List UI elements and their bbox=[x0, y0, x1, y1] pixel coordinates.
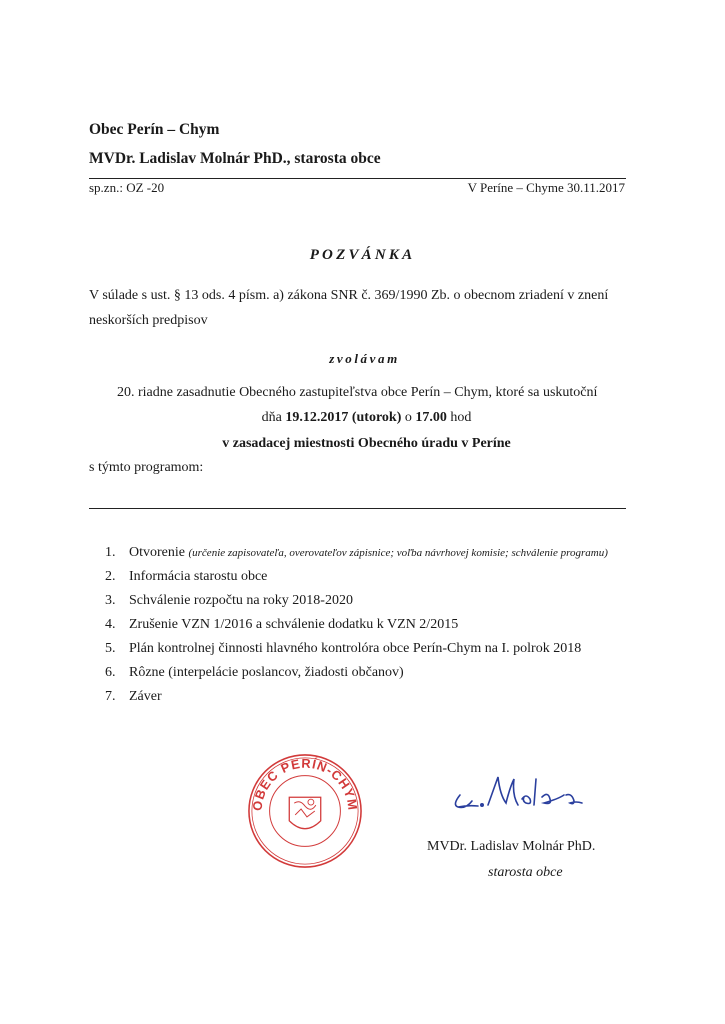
time-suffix: hod bbox=[446, 410, 472, 425]
handwritten-signature bbox=[448, 765, 598, 815]
program-rule bbox=[89, 508, 626, 509]
program-item-note: (určenie zapisovateľa, overovateľov zápisnice; voľba návrhovej komisie; schválenie programu) bbox=[188, 547, 608, 559]
program-item-number: 3. bbox=[105, 593, 116, 608]
meeting-date-line bbox=[0, 410, 725, 426]
program-item-text: Rôzne (interpelácie poslancov, žiadosti občanov) bbox=[129, 665, 404, 680]
intro-line-2: neskorších predpisov bbox=[89, 313, 208, 328]
stamp-text: OBEC PERÍN-CHYM bbox=[249, 755, 361, 812]
program-item bbox=[105, 567, 625, 587]
program-item bbox=[105, 543, 625, 563]
program-item-number: 4. bbox=[105, 617, 116, 632]
municipal-stamp bbox=[246, 752, 364, 870]
program-item-text: Otvorenie bbox=[129, 545, 189, 560]
meeting-time: 17.00 bbox=[415, 410, 447, 425]
program-item-text: Zrušenie VZN 1/2016 a schválenie dodatku k VZN 2/2015 bbox=[129, 617, 459, 632]
program-item bbox=[105, 687, 625, 707]
meeting-line: 20. riadne zasadnutie Obecného zastupiteľstva obce Perín – Chym, ktoré sa uskutoční bbox=[117, 385, 598, 400]
convene-word: zvolávam bbox=[329, 351, 400, 366]
program-item bbox=[105, 591, 625, 611]
mayor-name-header: MVDr. Ladislav Molnár PhD., starosta obce bbox=[89, 150, 381, 167]
municipality-name: Obec Perín – Chym bbox=[89, 121, 220, 138]
place-date: V Períne – Chyme 30.11.2017 bbox=[467, 180, 625, 195]
svg-text:OBEC PERÍN-CHYM bbox=[249, 756, 360, 812]
program-item-text: Plán kontrolnej činnosti hlavného kontrolóra obce Perín-Chym na I. polrok 2018 bbox=[129, 641, 582, 656]
meeting-date: 19.12.2017 (utorok) bbox=[285, 410, 402, 425]
date-prefix: dňa bbox=[261, 410, 286, 425]
intro-line-1: V súlade s ust. § 13 ods. 4 písm. a) zákona SNR č. 369/1990 Zb. o obecnom zriadení v znení bbox=[89, 288, 609, 303]
program-list bbox=[105, 543, 625, 711]
program-item-number: 1. bbox=[105, 545, 116, 560]
program-item-number: 6. bbox=[105, 665, 116, 680]
program-item bbox=[105, 615, 625, 635]
program-item-number: 5. bbox=[105, 641, 116, 656]
signatory-role: starosta obce bbox=[488, 865, 563, 880]
time-prefix: o bbox=[401, 410, 416, 425]
meeting-location: v zasadacej miestnosti Obecného úradu v Períne bbox=[222, 436, 511, 451]
document-title: POZVÁNKA bbox=[309, 247, 416, 263]
program-item-text: Záver bbox=[129, 689, 162, 704]
program-item bbox=[105, 639, 625, 659]
program-item-text: Schválenie rozpočtu na roky 2018-2020 bbox=[129, 593, 353, 608]
program-intro: s týmto programom: bbox=[89, 460, 204, 475]
reference-number: sp.zn.: OZ -20 bbox=[89, 180, 165, 195]
header-rule bbox=[89, 178, 626, 179]
signatory-name: MVDr. Ladislav Molnár PhD. bbox=[427, 839, 596, 854]
program-item-number: 2. bbox=[105, 569, 116, 584]
program-item-text: Informácia starostu obce bbox=[129, 569, 268, 584]
program-item-number: 7. bbox=[105, 689, 116, 704]
program-item bbox=[105, 663, 625, 683]
